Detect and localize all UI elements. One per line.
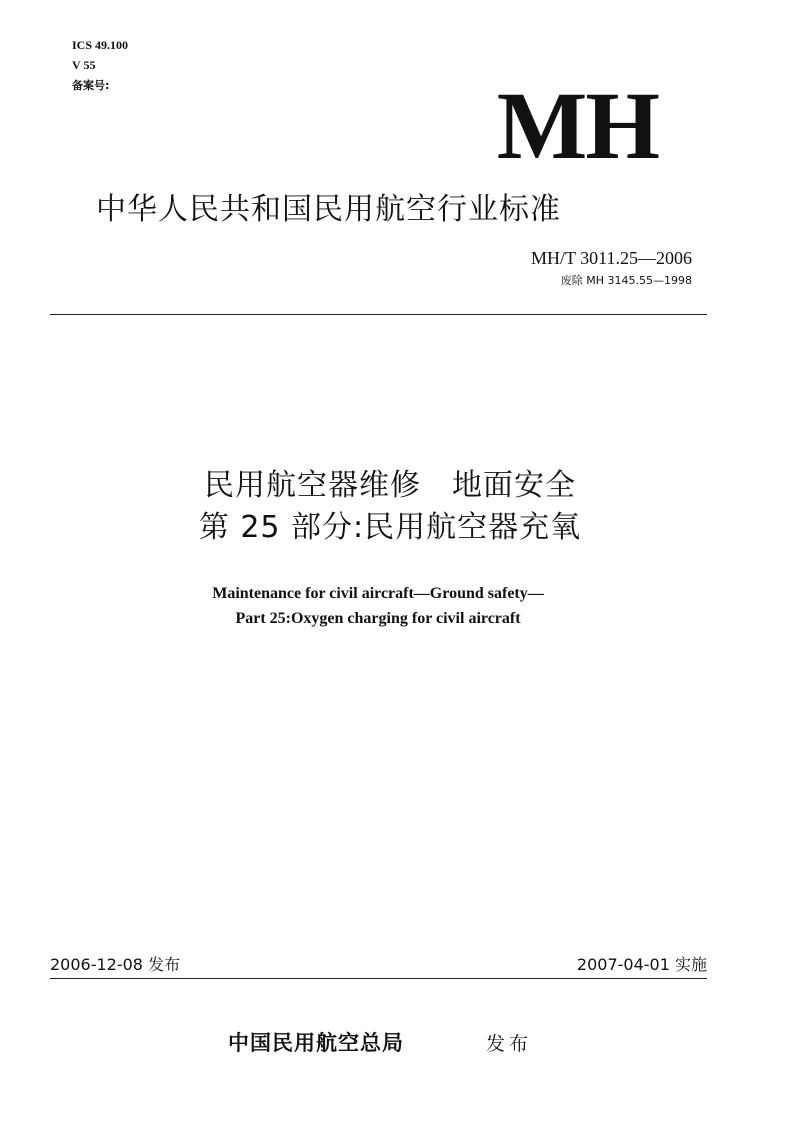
issue-date: 2006-12-08 发布 xyxy=(50,955,181,974)
ics-code: ICS 49.100 xyxy=(72,38,129,52)
classification-code: V 55 xyxy=(72,58,96,72)
top-divider xyxy=(50,314,707,315)
standard-number: MH/T 3011.25—2006 xyxy=(530,248,692,268)
supersedes-note: 废除 MH 3145.55—1998 xyxy=(560,274,692,287)
issuing-action: 发布 xyxy=(486,1033,533,1055)
english-title-line-1: Maintenance for civil aircraft—Ground safety— xyxy=(212,585,544,602)
chinese-title-line-1: 民用航空器维修 地面安全 xyxy=(204,468,576,503)
standard-category-title: 中华人民共和国民用航空行业标准 xyxy=(96,192,561,227)
mh-logo: MH xyxy=(496,72,658,179)
implementation-date: 2007-04-01 实施 xyxy=(576,955,707,974)
issuing-authority: 中国民用航空总局 xyxy=(228,1030,404,1055)
english-title-line-2: Part 25:Oxygen charging for civil aircraft xyxy=(235,610,521,627)
filing-number-label: 备案号: xyxy=(72,79,110,92)
chinese-title-line-2: 第 25 部分:民用航空器充氧 xyxy=(198,510,582,545)
bottom-divider xyxy=(50,978,707,979)
